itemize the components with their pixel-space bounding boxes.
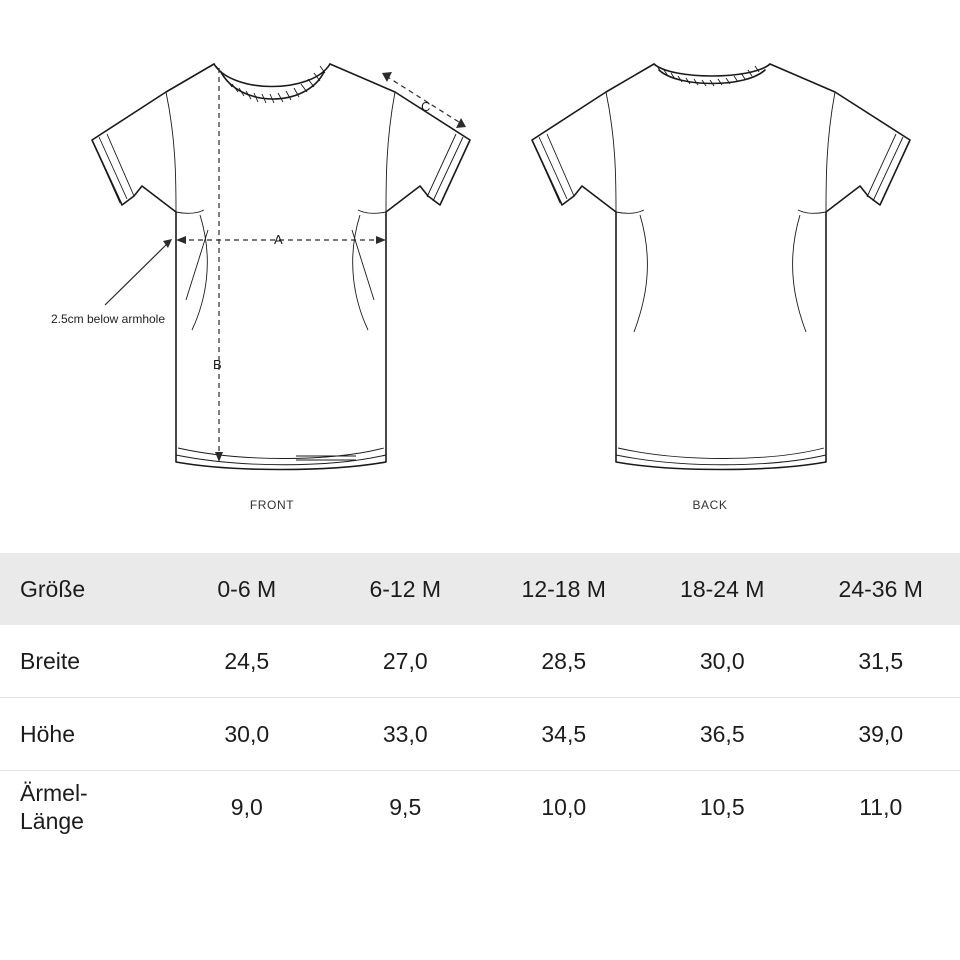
size-chart-table: [0, 553, 960, 843]
row-label-breite: Breite: [20, 648, 81, 674]
cell-breite-24-36m: 31,5: [858, 647, 904, 674]
row-label-aermel-laenge: [0, 771, 168, 844]
cell-aermel-6-12m: 9,5: [389, 793, 422, 820]
row-label-hoehe: Höhe: [20, 721, 75, 747]
header-cell-measurement: Größe: [20, 575, 86, 602]
row-label-line1: Ärmel-: [20, 780, 88, 806]
header-cell-size-6-12m: 6-12 M: [369, 575, 442, 602]
cell-breite-6-12m: 27,0: [382, 647, 428, 674]
header-cell-size-0-6m: 0-6 M: [217, 575, 277, 602]
table-row: [0, 698, 960, 771]
label-b: B: [213, 357, 222, 372]
cell-aermel-12-18m: 10,0: [541, 793, 587, 820]
cell-aermel-0-6m: 9,0: [230, 793, 263, 820]
armhole-note: 2.5cm below armhole: [50, 312, 166, 326]
size-chart-body: [0, 625, 960, 843]
front-view-caption: FRONT: [249, 498, 295, 512]
table-header-row: [0, 553, 960, 625]
cell-hoehe-6-12m: 33,0: [382, 720, 428, 747]
back-view-caption: BACK: [692, 498, 728, 512]
cell-hoehe-12-18m: 34,5: [541, 720, 587, 747]
cell-breite-12-18m: 28,5: [541, 647, 587, 674]
table-row: [0, 625, 960, 698]
cell-aermel-18-24m: 10,5: [699, 793, 745, 820]
tshirt-back-illustration: [440, 0, 960, 520]
table-row: [0, 771, 960, 844]
cell-breite-0-6m: 24,5: [224, 647, 270, 674]
header-cell-size-24-36m: 24-36 M: [838, 575, 923, 602]
cell-breite-18-24m: 30,0: [699, 647, 745, 674]
header-cell-size-18-24m: 18-24 M: [680, 575, 765, 602]
header-cell-size-12-18m: 12-18 M: [521, 575, 606, 602]
cell-aermel-24-36m: 11,0: [859, 793, 903, 820]
label-c: C: [421, 99, 431, 114]
size-chart-header: [0, 553, 960, 625]
cell-hoehe-18-24m: 36,5: [699, 720, 745, 747]
label-a: A: [274, 232, 283, 247]
cell-hoehe-0-6m: 30,0: [224, 720, 270, 747]
row-label-line2: Länge: [20, 808, 84, 834]
cell-hoehe-24-36m: 39,0: [858, 720, 904, 747]
